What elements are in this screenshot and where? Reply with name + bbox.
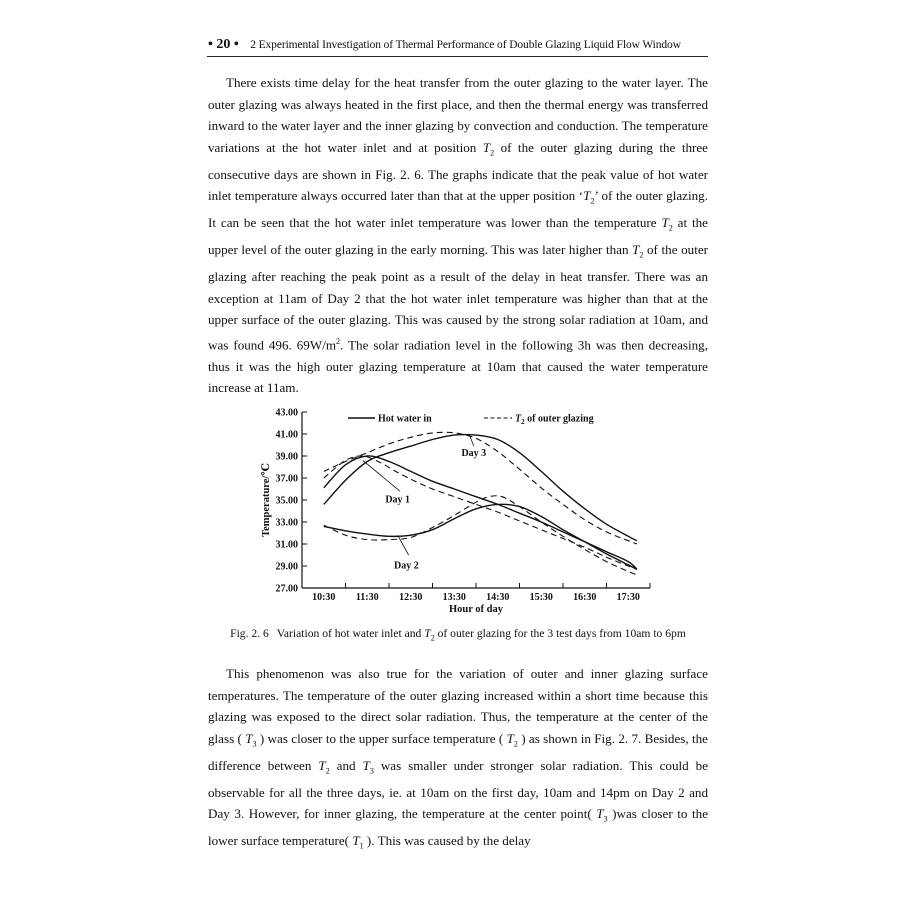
symbol-t: T [245, 730, 253, 746]
figure-number: Fig. 2. 6 [230, 627, 269, 640]
x-tick-label: 15:30 [529, 592, 553, 603]
paragraph-1 [208, 72, 708, 399]
running-header [208, 36, 708, 56]
x-tick-label: 11:30 [355, 592, 379, 603]
p1-text-3: ’ of the outer glazing. It can be seen that the hot water inlet temperature was lower than the temperature [208, 188, 708, 231]
caption-text-b: of outer glazing for the 3 test days from 10am to 6pm [434, 627, 686, 640]
p2-text-3: ) as shown in Fig. 2. 7. Besides, the difference between [208, 730, 708, 773]
symbol-t: T [596, 806, 604, 822]
symbol-t: T [362, 757, 370, 773]
p1-text-5: of the outer glazing after reaching the peak point as a result of the delay in heat transfer. There was an exception at 11am of Day 2 that the hot water inlet temperature was higher than that at the upper surface of the outer glazing. This was caused by the strong solar radiation at 10am, and was found 496. 69W/m [208, 242, 708, 353]
y-tick-label: 33.00 [275, 517, 298, 529]
x-tick-label: 16:30 [573, 592, 597, 603]
x-tick-label: 13:30 [442, 592, 466, 603]
symbol-t: T [583, 188, 591, 204]
symbol-t: T [318, 757, 326, 773]
y-axis-title: Temperature/℃ [261, 463, 272, 537]
p2-text-7: ). This was caused by the delay [363, 833, 531, 849]
p2-text-5: was smaller under stronger solar radiation. This could be observable for all the three days, ie. at 10am on the first day, 10am and 14pm on Day 2 and Day 3. However, for inner glazing, the temperature at the center point( [208, 757, 709, 822]
p2-text-4: and [329, 757, 363, 773]
line-chart [252, 406, 662, 618]
page-number: • 20 • [208, 37, 239, 52]
p1-text-4: at the upper level of the outer glazing in the early morning. This was later higher than [208, 215, 708, 258]
subscript: 3 [603, 814, 608, 824]
superscript: 2 [336, 336, 341, 346]
series-line [324, 504, 637, 572]
annotation-label: Day 1 [385, 494, 411, 506]
symbol-t: T [506, 730, 514, 746]
y-tick-label: 31.00 [275, 539, 298, 551]
symbol-t: T [661, 215, 669, 231]
x-tick-label: 17:30 [616, 592, 640, 603]
y-tick-label: 37.00 [275, 473, 298, 485]
p1-text-1: There exists time delay for the heat transfer from the outer glazing to the water layer. The outer glazing was always heated in the first place, and then the thermal energy was transferred inward to the water layer and the inner glazing by convection and conduction. The temperature variations at the hot water inlet and at position [208, 75, 708, 155]
legend-label: Hot water in [378, 413, 432, 425]
subscript: 2 [490, 148, 495, 158]
subscript: 2 [590, 196, 595, 206]
paragraph-2 [208, 663, 708, 857]
x-tick-label: 14:30 [486, 592, 510, 603]
x-tick-label: 12:30 [399, 592, 423, 603]
running-title: 2 Experimental Investigation of Thermal Performance of Double Glazing Liquid Flow Window [250, 39, 681, 51]
annotation-label: Day 2 [394, 560, 419, 572]
figure-caption [208, 627, 708, 642]
y-tick-label: 27.00 [275, 583, 298, 595]
symbol-t: T [482, 139, 491, 155]
symbol-t: T [632, 242, 640, 258]
x-axis-title: Hour of day [448, 604, 504, 615]
chart-labels [261, 408, 640, 616]
subscript: 2 [639, 250, 644, 260]
legend-label: $T_2$ of outer glazing [515, 413, 594, 426]
symbol-t: T [352, 833, 360, 849]
p2-text-2: ) was closer to the upper surface temperature ( [256, 730, 507, 746]
subscript: 2 [430, 633, 435, 643]
annotation-leader [363, 460, 400, 491]
y-tick-label: 39.00 [275, 451, 298, 463]
p2-text-1: This phenomenon was also true for the variation of outer and inner glazing surface temperatures. The temperature of the outer glazing increased within a short time because this glazing was exposed to the direct solar radiation. Thus, the temperature at the center of the glass ( [208, 666, 708, 746]
p1-text-6: . The solar radiation level in the following 3h was then decreasing, thus it was the high outer glazing temperature at 10am that caused the water temperature increase at 11am. [208, 337, 708, 396]
y-tick-label: 41.00 [275, 429, 298, 441]
p2-text-6: )was closer to the lower surface temperature( [208, 806, 709, 849]
y-tick-label: 35.00 [275, 495, 298, 507]
subscript: 3 [369, 766, 374, 776]
y-tick-label: 43.00 [275, 407, 298, 419]
subscript: 1 [359, 841, 364, 851]
figure-2-6 [252, 406, 662, 618]
symbol-t: T [424, 627, 431, 640]
subscript: 2 [325, 766, 330, 776]
chart-axes [302, 412, 650, 588]
p1-text-2: of the outer glazing during the three consecutive days are shown in Fig. 2. 6. The graphs indicate that the peak value of hot water inlet temperature always occurred later than that at the upper position ‘ [208, 139, 708, 204]
subscript: 2 [668, 223, 673, 233]
caption-text-a: Variation of hot water inlet and [276, 627, 425, 640]
subscript: 3 [252, 739, 257, 749]
subscript: 2 [513, 739, 518, 749]
x-tick-label: 10:30 [312, 592, 336, 603]
header-rule [207, 56, 708, 57]
annotation-label: Day 3 [461, 448, 487, 460]
y-tick-label: 29.00 [275, 561, 298, 573]
